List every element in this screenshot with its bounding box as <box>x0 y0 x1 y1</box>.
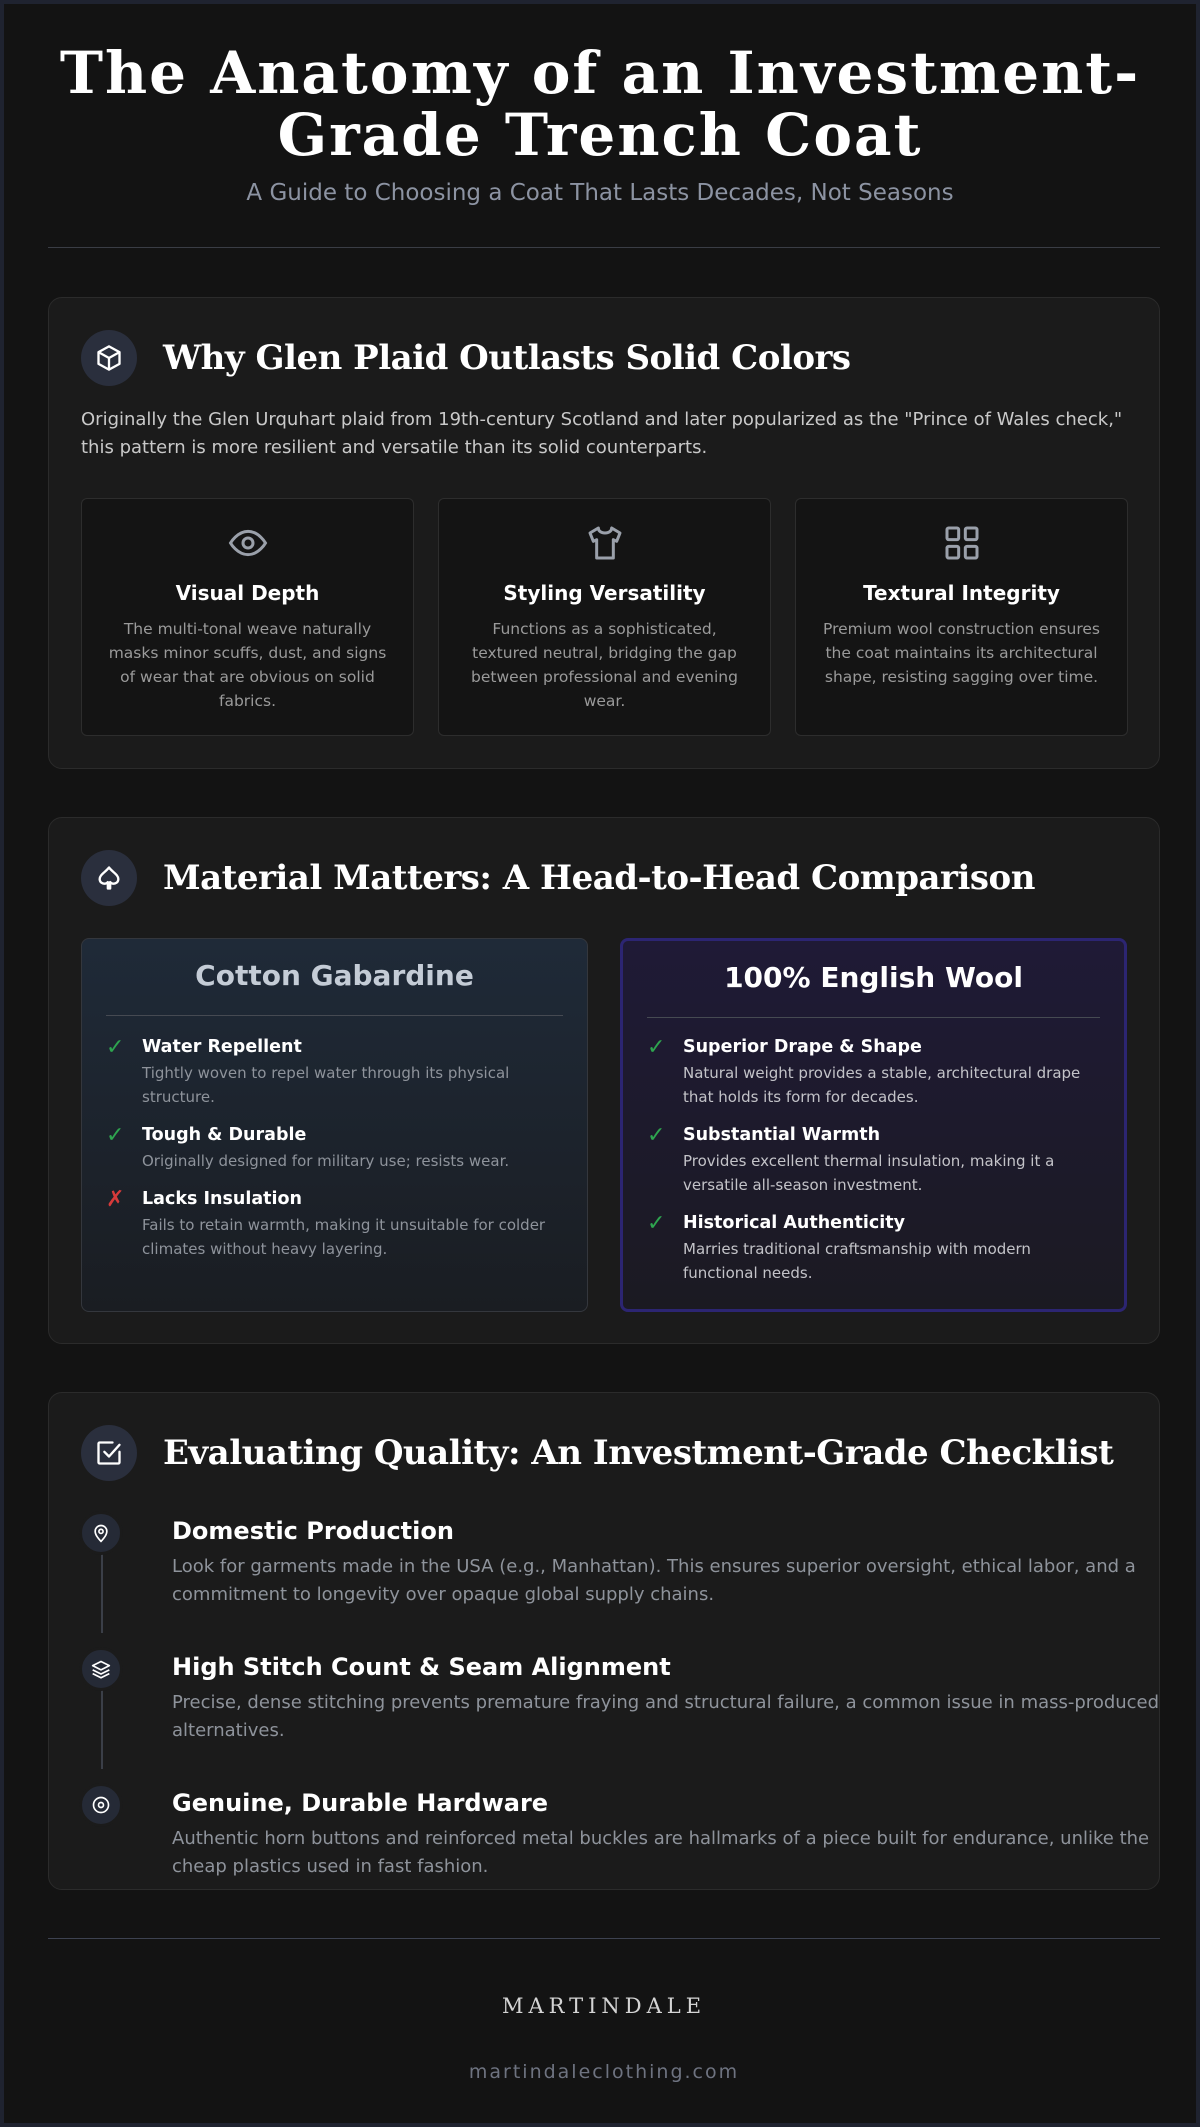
website-link[interactable]: martindaleclothing.com <box>468 2061 740 2083</box>
pro-point <box>106 1123 567 1173</box>
section-heading <box>81 1425 1113 1481</box>
cotton-gabardine-panel <box>81 938 588 1312</box>
timeline-connector <box>101 1543 103 1633</box>
materials-section <box>48 817 1160 1344</box>
timeline-connector <box>101 1679 103 1769</box>
feature-card-text: Functions as a sophisticated, textured neutral, bridging the gap between professional and evening wear. <box>471 620 738 710</box>
feature-card <box>438 498 771 736</box>
pro-point <box>647 1035 1104 1109</box>
section-title: Evaluating Quality: An Investment-Grade Checklist <box>163 1433 1114 1473</box>
feature-card-title: Textural Integrity <box>863 581 1060 605</box>
point-text: Originally designed for military use; resists wear. <box>142 1152 510 1170</box>
point-title: Water Repellent <box>142 1037 302 1057</box>
checklist-item-title: Genuine, Durable Hardware <box>172 1789 549 1817</box>
checklist-item-title: Domestic Production <box>172 1517 454 1545</box>
point-text: Marries traditional craftsmanship with modern functional needs. <box>683 1240 1031 1282</box>
check-icon: ✓ <box>647 1123 666 1148</box>
location-pin-icon <box>79 1511 123 1555</box>
spade-icon <box>81 850 137 906</box>
header-divider <box>48 247 1160 248</box>
pro-point <box>647 1123 1104 1197</box>
check-icon: ✓ <box>647 1035 666 1060</box>
check-icon: ✓ <box>106 1123 125 1148</box>
checklist-item-text: Look for garments made in the USA (e.g., Manhattan). This ensures superior oversight, ethical labor, and a commitment to longevity over opaque global supply chains. <box>172 1556 1136 1605</box>
english-wool-panel <box>620 938 1127 1312</box>
point-text: Fails to retain warmth, making it unsuitable for colder climates without heavy layering. <box>142 1216 546 1258</box>
panel-title: 100% English Wool <box>724 961 1023 994</box>
panel-divider <box>647 1017 1100 1018</box>
shirt-icon <box>439 523 770 563</box>
glen-plaid-section <box>48 297 1160 769</box>
panel-title: Cotton Gabardine <box>195 959 474 992</box>
layers-icon <box>79 1647 123 1691</box>
section-title: Material Matters: A Head-to-Head Comparison <box>163 858 1035 898</box>
feature-card-title: Visual Depth <box>175 581 320 605</box>
con-point <box>106 1187 567 1261</box>
checklist-item-title: High Stitch Count & Seam Alignment <box>172 1653 671 1681</box>
checklist-section <box>48 1392 1160 1890</box>
feature-card <box>795 498 1128 736</box>
point-title: Historical Authenticity <box>683 1213 906 1233</box>
pro-point <box>106 1035 567 1109</box>
pro-point <box>647 1211 1104 1285</box>
section-intro: Originally the Glen Urquhart plaid from 19th-century Scotland and later popularized as the "Prince of Wales check," this pattern is more resilient and versatile than its solid counterparts. <box>81 409 1123 458</box>
point-text: Provides excellent thermal insulation, making it a versatile all-season investment. <box>683 1152 1055 1194</box>
section-heading <box>81 850 1035 906</box>
cross-icon: ✗ <box>106 1187 125 1212</box>
point-title: Tough & Durable <box>142 1125 307 1145</box>
point-text: Tightly woven to repel water through its physical structure. <box>142 1064 510 1106</box>
page-header <box>4 4 1196 206</box>
page-subtitle: A Guide to Choosing a Coat That Lasts Decades, Not Seasons <box>246 180 954 206</box>
check-icon: ✓ <box>106 1035 125 1060</box>
brand-logo: MARTINDALE <box>501 1994 707 2018</box>
point-title: Lacks Insulation <box>142 1189 302 1209</box>
checklist-item-text: Precise, dense stitching prevents premature fraying and structural failure, a common issue in mass-produced alternatives. <box>172 1692 1160 1741</box>
section-heading <box>81 330 851 386</box>
footer-divider <box>48 1938 1160 1939</box>
checkbox-icon <box>81 1425 137 1481</box>
point-title: Superior Drape & Shape <box>683 1037 922 1057</box>
checklist-item-text: Authentic horn buttons and reinforced metal buckles are hallmarks of a piece built for endurance, unlike the cheap plastics used in fast fashion. <box>172 1828 1150 1877</box>
button-icon <box>79 1783 123 1827</box>
grid-icon <box>796 523 1127 563</box>
panel-divider <box>106 1015 563 1016</box>
feature-cards <box>81 498 1129 736</box>
check-icon: ✓ <box>647 1211 666 1236</box>
section-title: Why Glen Plaid Outlasts Solid Colors <box>163 338 851 378</box>
page-title: The Anatomy of an Investment-Grade Trench Coat <box>59 39 1141 169</box>
feature-card-title: Styling Versatility <box>503 581 706 605</box>
feature-card-text: The multi-tonal weave naturally masks minor scuffs, dust, and signs of wear that are obvious on solid fabrics. <box>108 620 387 710</box>
point-text: Natural weight provides a stable, architectural drape that holds its form for decades. <box>683 1064 1081 1106</box>
cube-icon <box>81 330 137 386</box>
feature-card <box>81 498 414 736</box>
eye-icon <box>82 523 413 563</box>
feature-card-text: Premium wool construction ensures the coat maintains its architectural shape, resisting sagging over time. <box>823 620 1100 686</box>
point-title: Substantial Warmth <box>683 1125 881 1145</box>
